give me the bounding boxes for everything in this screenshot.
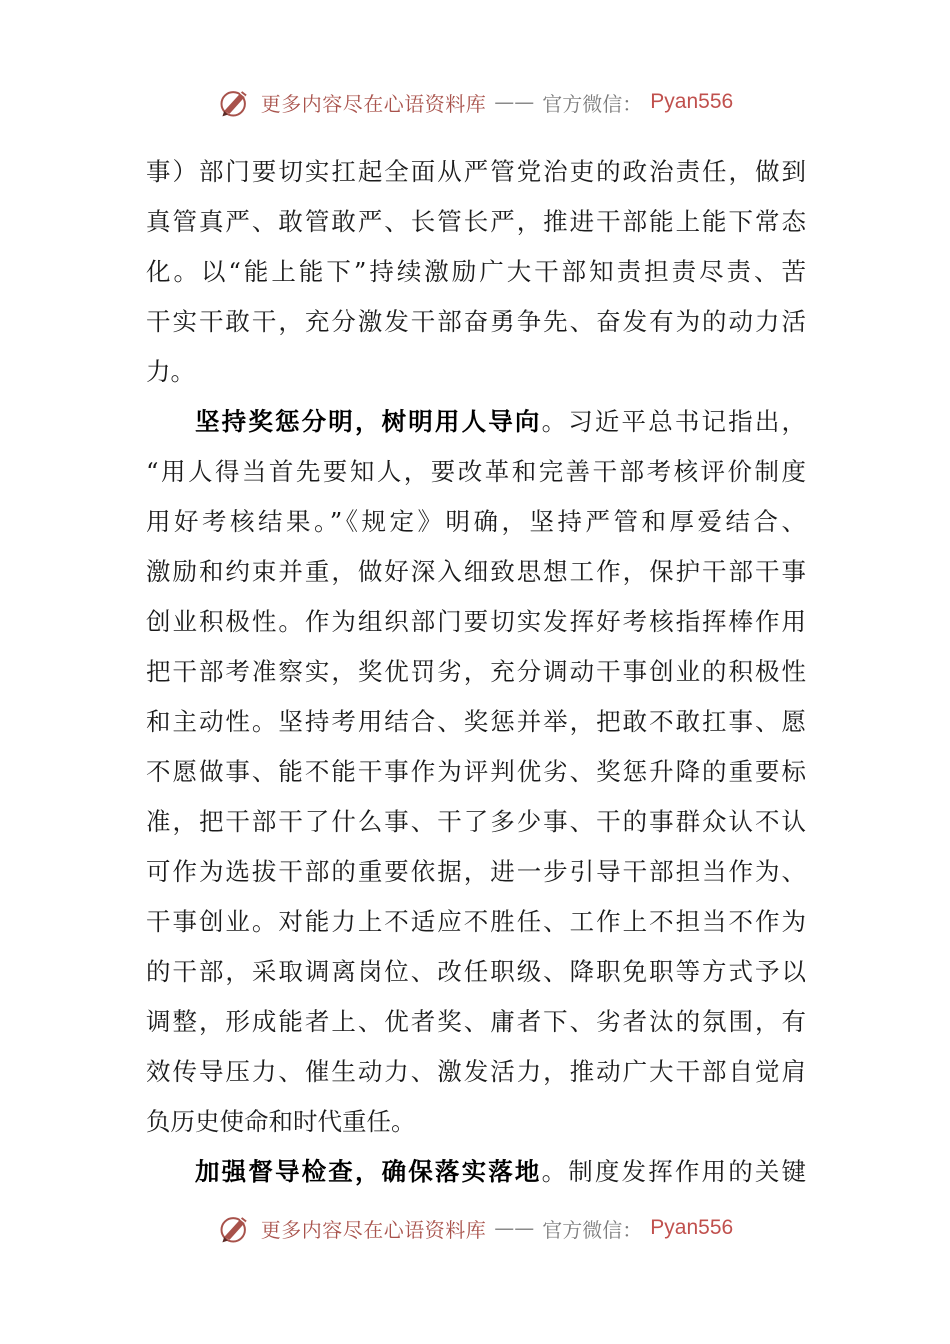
text-line: 负历史使命和时代重任。	[146, 1107, 416, 1136]
banner-handle: Pyan556	[650, 90, 734, 113]
text-line: 调整，形成能者上、优者奖、庸者下、劣者汰的氛围，有	[146, 1007, 806, 1036]
footer-banner	[0, 1208, 950, 1248]
paragraph-1	[146, 147, 806, 397]
text-line	[146, 1147, 806, 1197]
text-line: 不愿做事、能不能干事作为评判优劣、奖惩升降的重要标	[146, 757, 806, 786]
heading-continuation: 。制度发挥作用的关键	[541, 1157, 807, 1186]
header-banner	[0, 82, 950, 122]
banner-label: 官方微信：	[542, 1217, 643, 1242]
banner-title: 更多内容尽在心语资料库	[260, 91, 487, 116]
banner-separator: ——	[494, 90, 535, 114]
text-line: 的干部，采取调离岗位、改任职级、降职免职等方式予以	[146, 957, 806, 986]
text-line: 可作为选拔干部的重要依据，进一步引导干部担当作为、	[146, 857, 806, 886]
text-line: 效传导压力、催生动力、激发活力，推动广大干部自觉肩	[146, 1057, 806, 1086]
text-line: 干实干敢干，充分激发干部奋勇争先、奋发有为的动力活	[146, 307, 806, 336]
text-line: 激励和约束并重，做好深入细致思想工作，保护干部干事	[146, 557, 806, 586]
banner-handle: Pyan556	[650, 1216, 734, 1239]
section-heading: 坚持奖惩分明，树明用人导向	[195, 407, 542, 436]
text-line	[146, 397, 806, 447]
document-body	[146, 147, 806, 1197]
pen-logo-icon	[217, 84, 253, 120]
text-line: 创业积极性。作为组织部门要切实发挥好考核指挥棒作用	[146, 607, 806, 636]
text-line: 干事创业。对能力上不适应不胜任、工作上不担当不作为	[146, 907, 806, 936]
text-line: 力。	[146, 357, 195, 386]
text-line: “用人得当首先要知人，要改革和完善干部考核评价制度	[146, 457, 806, 486]
text-line: 真管真严、敢管敢严、长管长严，推进干部能上能下常态	[146, 207, 806, 236]
text-line: 化。以“能上能下”持续激励广大干部知责担责尽责、苦	[146, 257, 806, 286]
paragraph-2	[146, 397, 806, 1147]
banner-label: 官方微信：	[542, 91, 643, 116]
text-line: 用好考核结果。”《规定》明确，坚持严管和厚爱结合、	[146, 507, 806, 536]
banner-title: 更多内容尽在心语资料库	[260, 1217, 487, 1242]
heading-continuation: 。习近平总书记指出，	[541, 407, 807, 436]
text-line: 把干部考准察实，奖优罚劣，充分调动干事创业的积极性	[146, 657, 806, 686]
text-line: 和主动性。坚持考用结合、奖惩并举，把敢不敢扛事、愿	[146, 707, 806, 736]
banner-separator: ——	[494, 1216, 535, 1240]
pen-logo-icon	[217, 1210, 253, 1246]
paragraph-3	[146, 1147, 806, 1197]
text-line: 事）部门要切实扛起全面从严管党治吏的政治责任，做到	[146, 157, 806, 186]
text-line: 准，把干部干了什么事、干了多少事、干的事群众认不认	[146, 807, 806, 836]
section-heading: 加强督导检查，确保落实落地	[195, 1157, 542, 1186]
